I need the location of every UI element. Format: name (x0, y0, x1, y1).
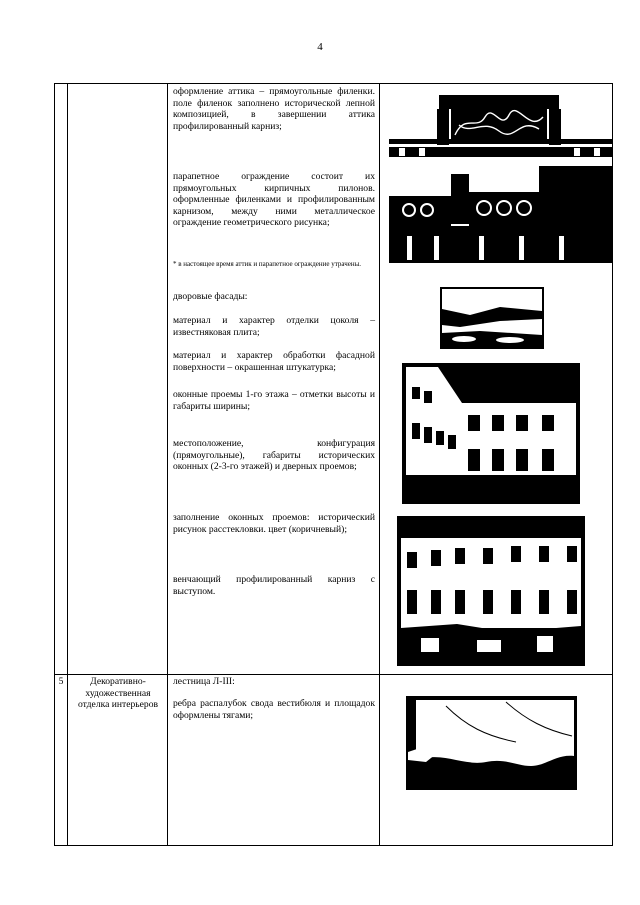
text-staircase: лестница Л-III: (173, 676, 235, 687)
courtyard-photo (440, 287, 544, 349)
parapet-photo (389, 166, 612, 263)
text-facade-surface: материал и характер обработки фасадной поверхности – окрашенная штукатурка; (173, 350, 375, 373)
text-vault-ribs: ребра распалубок свода вестибюля и площадок оформлены тягами; (173, 698, 375, 721)
row-subject: Декоративно-художественная отделка интерьеров (77, 676, 159, 711)
column-divider (379, 84, 380, 845)
facade-cornice-photo (397, 516, 585, 666)
column-divider (167, 84, 168, 845)
text-attic: оформление аттика – прямоугольные филенки. поле филенок заполнено исторической лепной композицией, в завершении аттика профилированный карниз; (173, 86, 375, 132)
text-courtyard-heading: дворовые фасады: (173, 291, 248, 302)
row-divider (55, 674, 612, 675)
text-plinth: материал и характер отделки цоколя – известняковая плита; (173, 315, 375, 338)
page-number: 4 (317, 41, 323, 53)
row-number: 5 (58, 676, 64, 687)
monument-table (54, 83, 613, 846)
text-openings: местоположение, конфигурация (прямоугольные), габариты исторических оконных (2-3-го этажей) и дверных проемов; (173, 438, 375, 473)
text-cornice: венчающий профилированный карниз с выступом. (173, 574, 375, 597)
column-divider (67, 84, 68, 845)
text-first-floor-windows: оконные проемы 1-го этажа – отметки высоты и габариты ширины; (173, 389, 375, 412)
courtyard-facade-photo (402, 363, 580, 504)
attic-photo (389, 87, 612, 157)
text-note: * в настоящее время аттик и парапетное ограждение утрачены. (173, 260, 362, 268)
text-parapet: парапетное ограждение состоит их прямоугольных кирпичных пилонов. оформленные филенками и профилированным карнизом, между ними металлическое ограждение геометрического рисунка; (173, 171, 375, 229)
text-window-filling: заполнение оконных проемов: исторический рисунок расстекловки. цвет (коричневый); (173, 512, 375, 535)
staircase-vault-photo (406, 696, 577, 790)
